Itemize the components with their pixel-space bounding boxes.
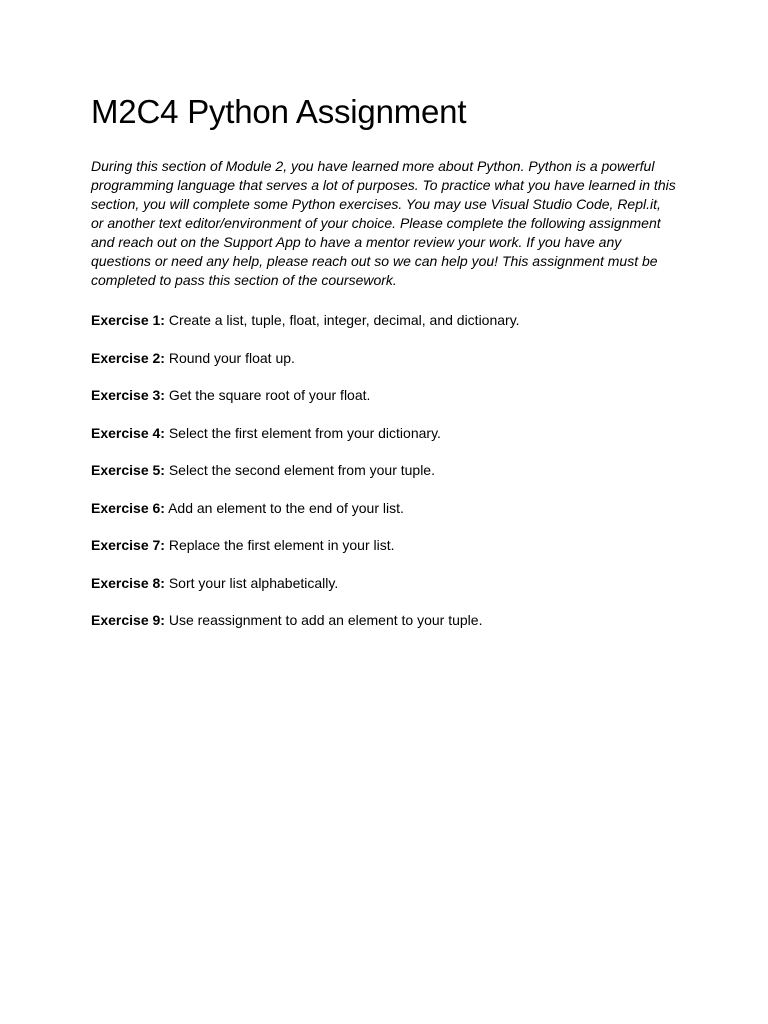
- intro-paragraph: During this section of Module 2, you have learned more about Python. Python is a powerful programming language that serves a lot of purposes. To practice what you have learned in this section, you will complete some Python exercises. You may use Visual Studio Code, Repl.it, or another text editor/environment of your choice. Please complete the following assignment and reach out on the Support App to have a mentor review your work. If you have any questions or need any help, please reach out so we can help you! This assignment must be completed to pass this section of the coursework.: [91, 158, 676, 288]
- exercise-label: Exercise 5:: [91, 462, 165, 478]
- exercise-text: Use reassignment to add an element to your tuple.: [168, 612, 483, 628]
- exercise-item-6: [91, 499, 681, 518]
- exercise-text: Select the first element from your dictionary.: [168, 424, 441, 441]
- exercise-text: Add an element to the end of your list.: [168, 499, 404, 516]
- exercise-label: Exercise 9:: [91, 612, 165, 628]
- exercise-label: Exercise 1:: [91, 312, 165, 328]
- exercise-text: Get the square root of your float.: [168, 387, 371, 403]
- exercise-label: Exercise 7:: [91, 537, 165, 553]
- exercise-item-5: [91, 461, 681, 480]
- exercise-item-1: [91, 311, 681, 330]
- exercise-text: Create a list, tuple, float, integer, decimal, and dictionary.: [168, 312, 520, 328]
- exercise-text: Round your float up.: [168, 349, 295, 366]
- exercise-item-4: [91, 424, 681, 443]
- exercise-text: Select the second element from your tuple.: [168, 462, 435, 478]
- exercise-text: Sort your list alphabetically.: [168, 574, 339, 591]
- document-page: [91, 92, 681, 649]
- exercise-item-3: [91, 386, 681, 405]
- exercise-label: Exercise 2:: [91, 349, 165, 366]
- exercise-text: Replace the first element in your list.: [168, 537, 395, 553]
- exercise-list: [91, 311, 681, 630]
- exercise-item-7: [91, 536, 681, 555]
- exercise-label: Exercise 4:: [91, 424, 165, 441]
- exercise-label: Exercise 8:: [91, 574, 165, 591]
- exercise-label: Exercise 3:: [91, 387, 165, 403]
- page-title: M2C4 Python Assignment: [91, 93, 467, 130]
- exercise-item-8: [91, 574, 681, 593]
- exercise-item-2: [91, 349, 681, 368]
- exercise-item-9: [91, 611, 681, 630]
- exercise-label: Exercise 6:: [91, 499, 165, 516]
